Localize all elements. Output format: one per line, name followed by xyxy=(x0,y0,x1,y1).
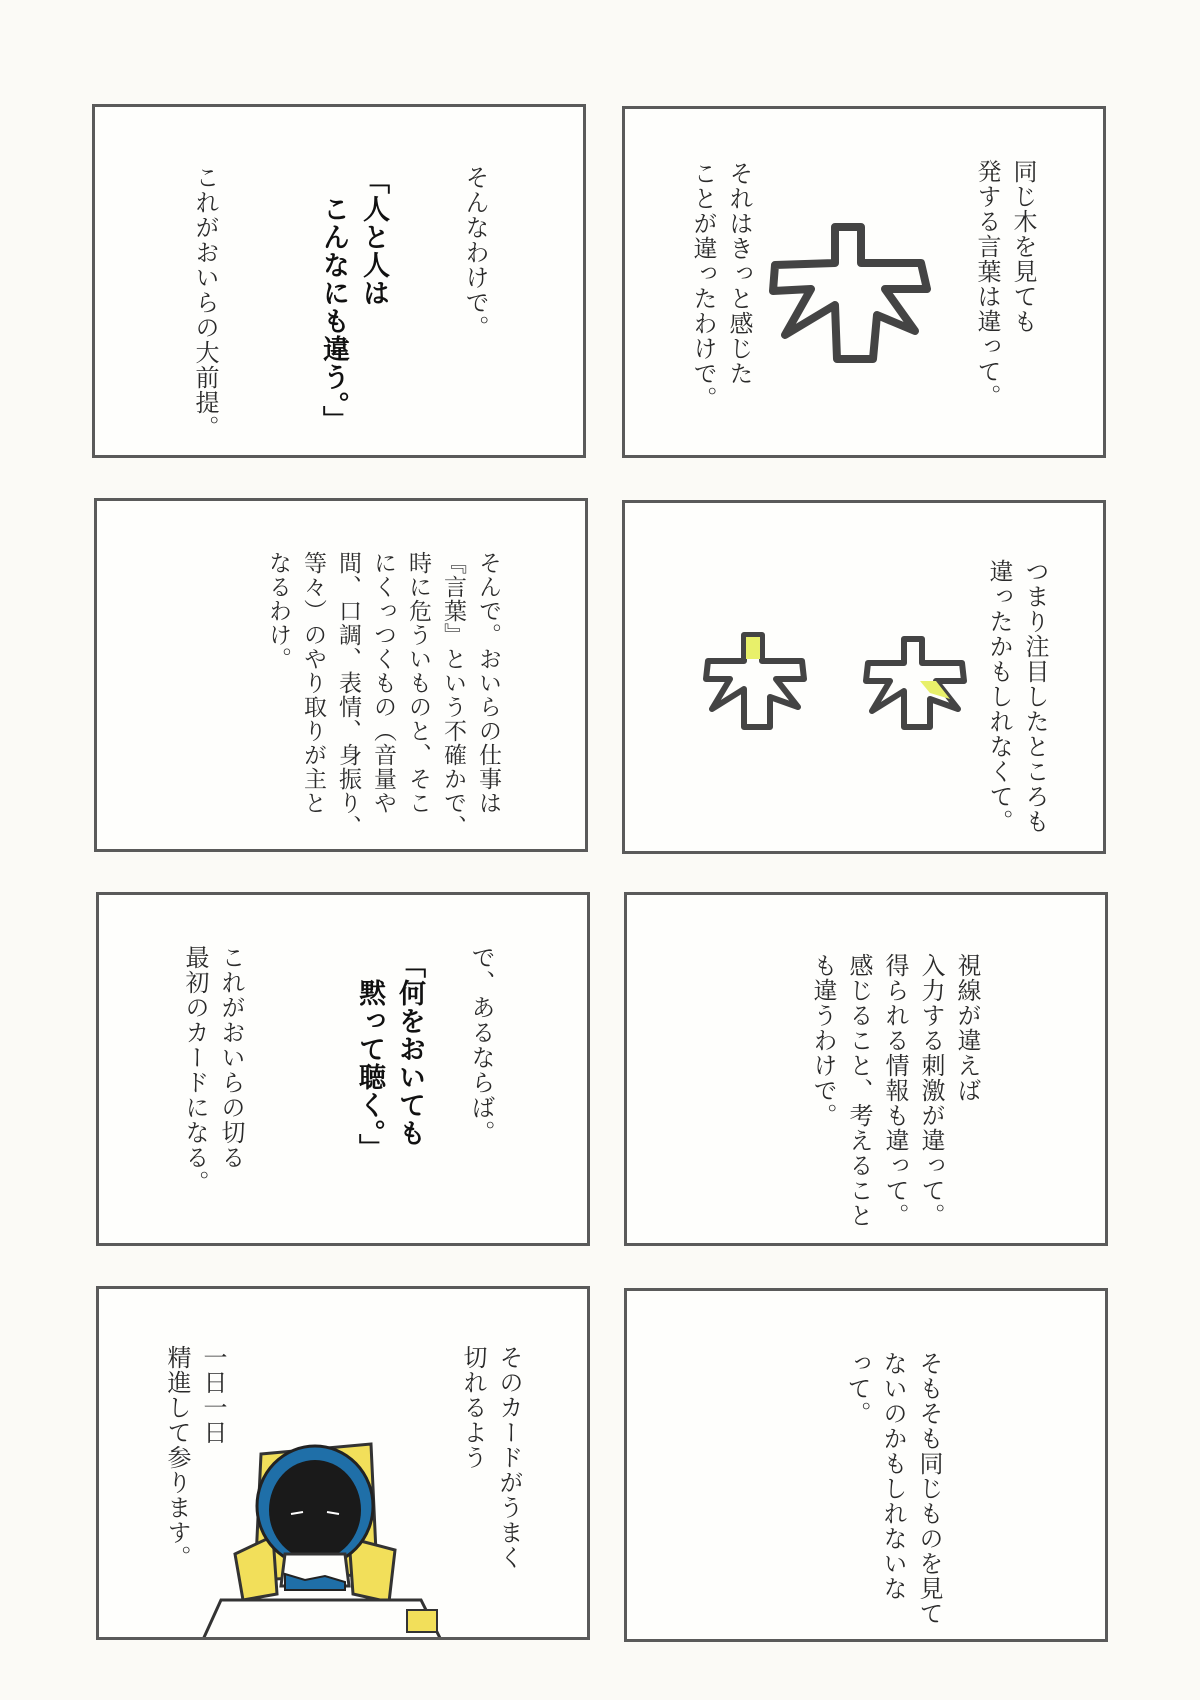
panel-1-text-a: 同じ木を見ても 発する言葉は違って。 xyxy=(973,159,1037,409)
panel-4-text-a: そんで。おいらの仕事は 『言葉』という不確かで、 時に危ういものと、そこ にくっつくもの（音量や 間、口調、表情、身振り、 等々）のやり取りが主と なるわけ。 xyxy=(265,551,501,839)
panel-1 xyxy=(622,106,1106,458)
panel-3-text-a: つまり注目したところも 違ったかもしれなくて。 xyxy=(985,559,1049,834)
panel-6 xyxy=(96,892,590,1246)
panel-7 xyxy=(624,1288,1108,1642)
panel-4 xyxy=(94,498,588,852)
panel-6-text-a: で、あるならば。 xyxy=(467,945,495,1145)
panel-6-quote: 「何をおいても 黙って聴く。」 xyxy=(354,951,425,1162)
tree-glyph-icon xyxy=(765,219,935,369)
panel-8 xyxy=(96,1286,590,1640)
panel-2-quote: 「人と人は こんなにも違う。」 xyxy=(318,167,389,434)
panel-2 xyxy=(92,104,586,458)
panel-2-text-b: これがおいらの大前提。 xyxy=(191,165,219,440)
tree-glyph-icon-left xyxy=(700,629,810,733)
panel-5 xyxy=(624,892,1108,1246)
panel-1-text-b: それはきっと感じた ことが違ったわけで。 xyxy=(689,161,753,411)
panel-8-text-a: そのカードがうまく 切れるよう xyxy=(459,1345,523,1570)
panel-2-text-a: そんなわけで。 xyxy=(461,165,489,340)
panel-5-text-a: 視線が違えば 入力する刺激が違って。 得られる情報も違って。 感じること、考えること も違うわけで。 xyxy=(809,953,981,1228)
panel-3 xyxy=(622,500,1106,854)
panel-6-text-b: これがおいらの切る 最初のカードになる。 xyxy=(181,945,245,1195)
tree-glyph-icon-right xyxy=(860,633,970,733)
character-with-headphones-icon xyxy=(181,1414,461,1640)
panel-8-text-b: 一日一日 精進して参ります。 xyxy=(163,1345,227,1570)
panel-7-text-a: そもそも同じものを見て ないのかもしれないな って。 xyxy=(843,1351,943,1626)
